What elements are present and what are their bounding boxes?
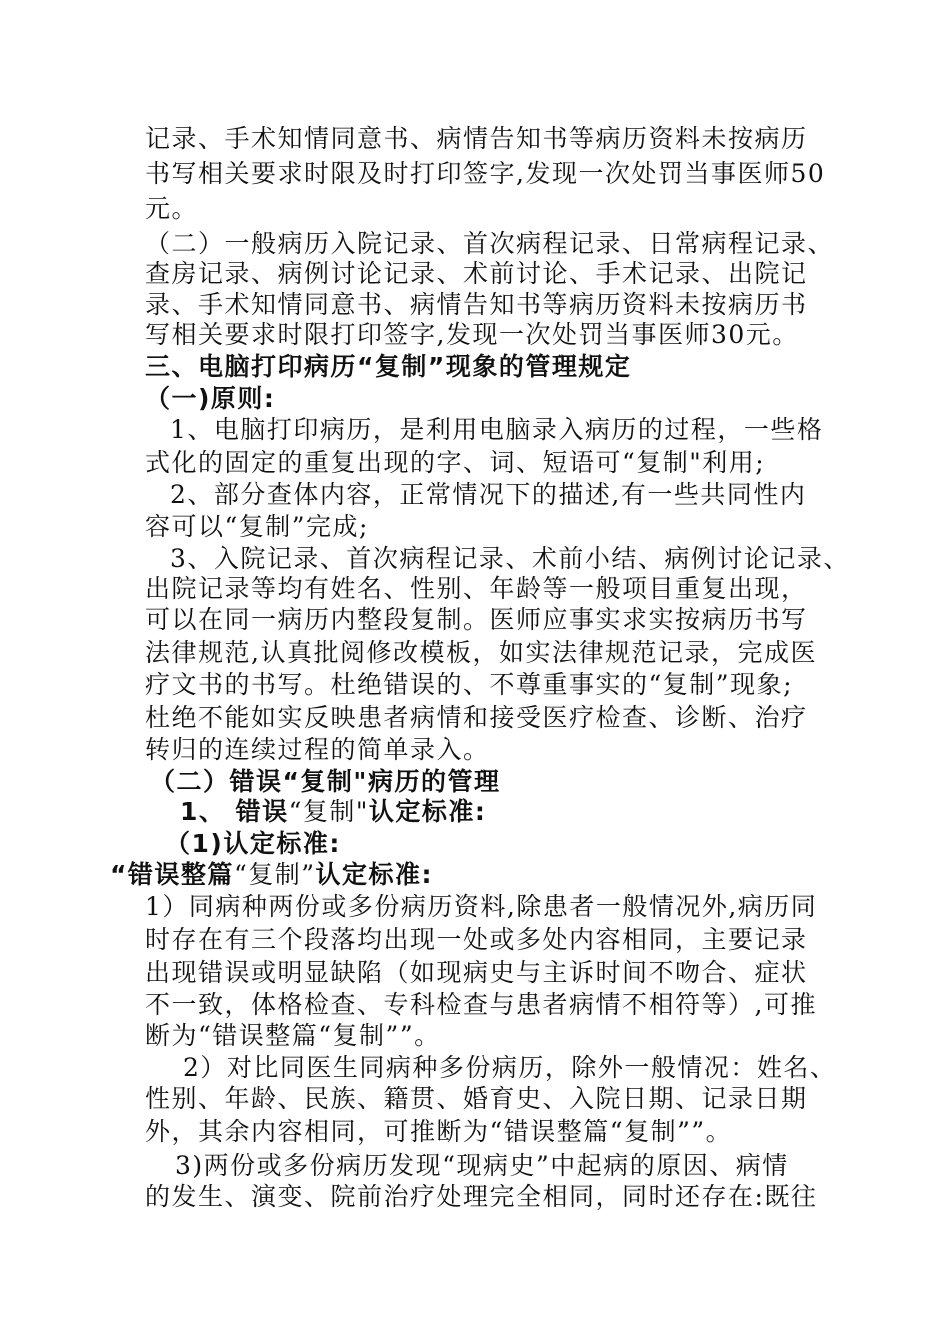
text-line: 1）同病种两份或多份病历资料,除患者一般情况外,病历同	[145, 892, 818, 921]
text-line: 2）对比同医生同病种多份病历，除外一般情况：姓名、	[183, 1053, 837, 1082]
text-line: （二）一般病历入院记录、首次病程记录、日常病程记录、	[145, 229, 835, 258]
text-line: 的发生、演变、院前治疗处理完全相同，同时还存在:既往	[145, 1182, 818, 1211]
text-line: 1、电脑打印病历，是利用电脑录入病历的过程，一些格	[170, 415, 824, 444]
heading-part: “错误整篇	[110, 860, 234, 889]
text-line: 录、手术知情同意书、病情告知书等病历资料未按病历书	[145, 290, 808, 319]
heading-part: 认定标准:	[368, 797, 487, 826]
text-line: 外，其余内容相同，可推断为“错误整篇“复制””。	[145, 1117, 733, 1146]
text-line: 出院记录等均有姓名、性别、年龄等一般项目重复出现，	[145, 574, 808, 603]
subsection-heading: （二）错误“复制"病历的管理	[150, 767, 501, 796]
text-line: 断为“错误整篇“复制””。	[145, 1021, 441, 1050]
text-line: 出现错误或明显缺陷（如现病史与主诉时间不吻合、症状	[145, 958, 808, 987]
text-line: 可以在同一病历内整段复制。医师应事实求实按病历书写	[145, 605, 808, 634]
criteria-subheading: （1)认定标准:	[165, 829, 341, 858]
heading-part: 1、 错误	[180, 797, 289, 826]
text-line: 3、入院记录、首次病程记录、术前小结、病例讨论记录、	[170, 544, 850, 573]
text-line: 查房记录、病例讨论记录、术前讨论、手术记录、出院记	[145, 259, 808, 288]
text-line: 容可以“复制”完成;	[145, 512, 369, 541]
text-line: 书写相关要求时限及时打印签字,发现一次处罚当事医师50	[145, 159, 826, 188]
text-line: 法律规范,认真批阅修改模板，如实法律规范记录，完成医	[145, 638, 817, 667]
text-line: 不一致，体格检查、专科检查与患者病情不相符等）,可推	[145, 990, 817, 1019]
text-line: 式化的固定的重复出现的字、词、短语可“复制"利用;	[145, 448, 766, 477]
section-heading: 三、电脑打印病历“复制”现象的管理规定	[145, 352, 632, 381]
text-line: 写相关要求时限打印签字,发现一次处罚当事医师30元。	[145, 320, 799, 349]
criteria-heading	[110, 858, 433, 892]
heading-part: 认定标准:	[315, 860, 433, 889]
subsection-heading: （一)原则:	[145, 384, 276, 413]
text-line: 3)两份或多份病历发现“现病史”中起病的原因、病情	[175, 1151, 789, 1180]
text-line: 性别、年龄、民族、籍贯、婚育史、入院日期、记录日期	[145, 1084, 808, 1113]
text-line: 元。	[145, 194, 199, 223]
heading-part: “复制"	[288, 797, 369, 826]
text-line: 时存在有三个段落均出现一处或多处内容相同，主要记录	[145, 925, 808, 954]
text-line: 杜绝不能如实反映患者病情和接受医疗检查、诊断、治疗	[145, 703, 808, 732]
text-line: 2、部分查体内容，正常情况下的描述,有一些共同性内	[170, 480, 807, 509]
heading-part: “复制”	[233, 860, 316, 889]
text-line: 转归的连续过程的简单录入。	[145, 735, 490, 764]
text-line: 记录、手术知情同意书、病情告知书等病历资料未按病历	[145, 124, 808, 153]
text-line: 疗文书的书写。杜绝错误的、不尊重事实的“复制”现象;	[145, 670, 793, 699]
criteria-heading	[180, 795, 486, 829]
